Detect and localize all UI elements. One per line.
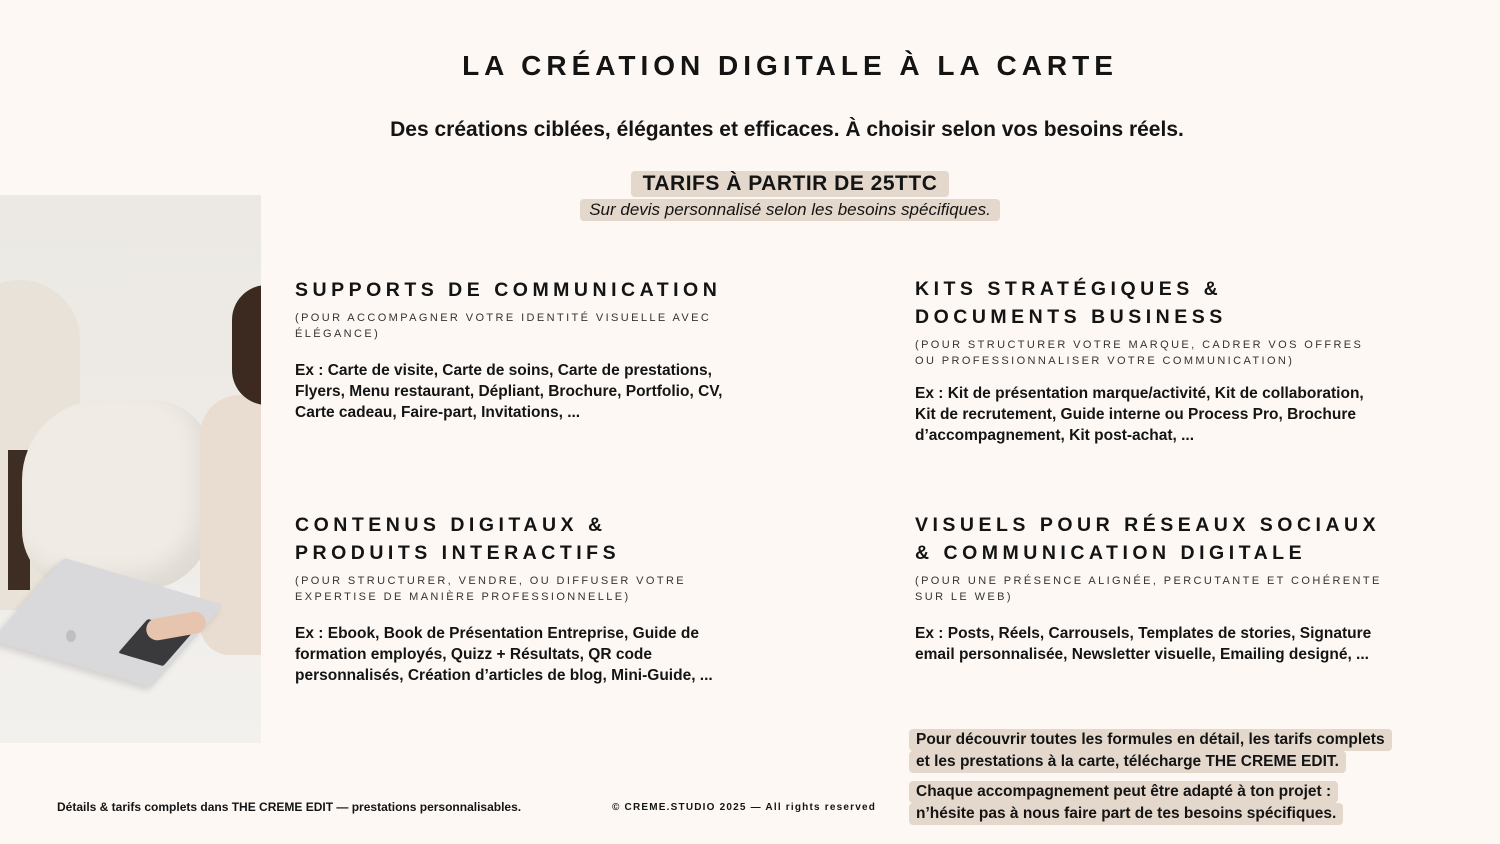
- section-examples: Ex : Posts, Réels, Carrousels, Templates de stories, Signature email personnalisée, Newsletter visuelle, Emailing designé, ...: [915, 625, 1372, 663]
- cta-line-3: Chaque accompagnement peut être adapté à ton projet :: [909, 781, 1338, 803]
- apple-logo-icon: [66, 630, 76, 642]
- lifestyle-photo: [0, 195, 261, 743]
- section-examples: Ex : Carte de visite, Carte de soins, Carte de prestations, Flyers, Menu restaurant, Dépliant, Brochure, Portfolio, CV, Carte cadeau, Faire-part, Invitations, ...: [295, 362, 723, 421]
- section-title-line-1: VISUELS POUR RÉSEAUX SOCIAUX: [915, 514, 1381, 536]
- section-title-line-1: KITS STRATÉGIQUES &: [915, 278, 1223, 300]
- section-subtitle: (POUR STRUCTURER, VENDRE, OU DIFFUSER VOTRE EXPERTISE DE MANIÈRE PROFESSIONNELLE): [295, 575, 687, 603]
- section-examples: Ex : Ebook, Book de Présentation Entreprise, Guide de formation employés, Quizz + Résultats, QR code personnalisés, Création d’articles de blog, Mini-Guide, ...: [295, 625, 713, 684]
- call-to-action: [909, 729, 1429, 833]
- cta-line-1: Pour découvrir toutes les formules en détail, les tarifs complets: [909, 729, 1392, 751]
- section-subtitle: (POUR STRUCTURER VOTRE MARQUE, CADRER VOS OFFRES OU PROFESSIONNALISER VOTRE COMMUNICATION): [915, 339, 1364, 367]
- section-contenus-digitaux: [295, 511, 725, 686]
- section-kits-strategiques: [915, 275, 1385, 446]
- price-banner: [0, 171, 1500, 197]
- cta-line-2: et les prestations à la carte, télécharge THE CREME EDIT.: [909, 751, 1346, 773]
- section-supports-communication: [295, 276, 745, 423]
- footer-note: Détails & tarifs complets dans THE CREME EDIT — prestations personnalisables.: [57, 800, 522, 814]
- section-examples: Ex : Kit de présentation marque/activité, Kit de collaboration, Kit de recrutement, Guide interne ou Process Pro, Brochure d’accompagnement, Kit post-achat, ...: [915, 385, 1364, 444]
- price-label: TARIFS À PARTIR DE 25TTC: [631, 171, 950, 197]
- section-title: SUPPORTS DE COMMUNICATION: [295, 279, 722, 301]
- section-title-line-2: & COMMUNICATION DIGITALE: [915, 542, 1307, 564]
- page-title: LA CRÉATION DIGITALE À LA CARTE: [462, 50, 1118, 81]
- section-subtitle: (POUR UNE PRÉSENCE ALIGNÉE, PERCUTANTE ET COHÉRENTE SUR LE WEB): [915, 575, 1382, 603]
- price-note: Sur devis personnalisé selon les besoins spécifiques.: [580, 199, 1000, 221]
- section-title-line-1: CONTENUS DIGITAUX &: [295, 514, 607, 536]
- section-title-line-2: PRODUITS INTERACTIFS: [295, 542, 621, 564]
- footer-copyright: © CREME.STUDIO 2025 — All rights reserved: [612, 802, 877, 813]
- photo-person-hair: [232, 285, 261, 405]
- cta-line-4: n’hésite pas à nous faire part de tes besoins spécifiques.: [909, 803, 1343, 825]
- photo-chair-seat: [22, 400, 212, 590]
- page-subtitle: Des créations ciblées, élégantes et efficaces. À choisir selon vos besoins réels.: [390, 118, 1184, 141]
- section-subtitle: (POUR ACCOMPAGNER VOTRE IDENTITÉ VISUELLE AVEC ÉLÉGANCE): [295, 312, 712, 340]
- section-visuels-reseaux: [915, 511, 1395, 665]
- section-title-line-2: DOCUMENTS BUSINESS: [915, 306, 1227, 328]
